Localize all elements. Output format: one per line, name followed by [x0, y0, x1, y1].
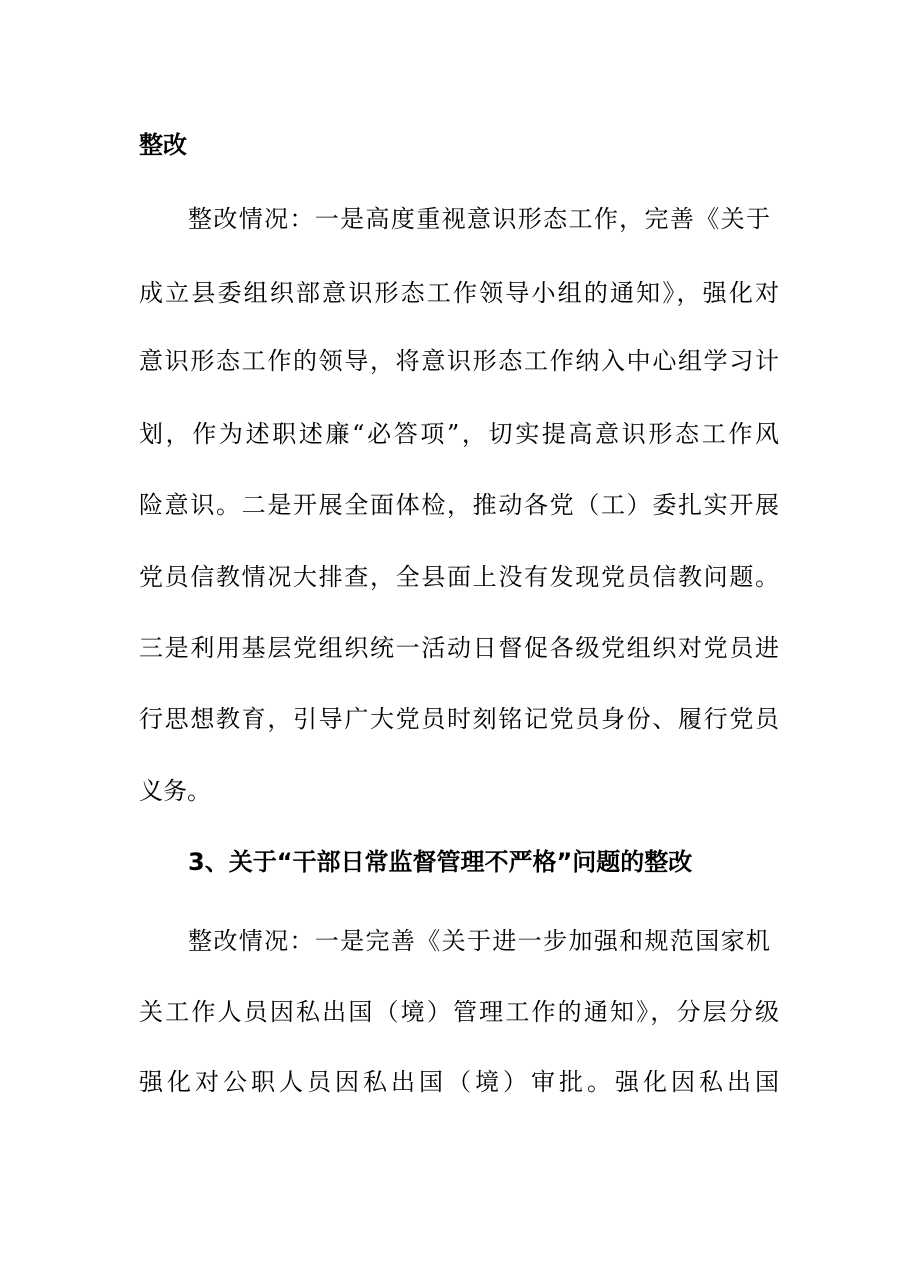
paragraph-line: 整改情况：一是高度重视意识形态工作，完善《关于 [188, 205, 770, 233]
paragraph-line: 意识形态工作的领导，将意识形态工作纳入中心组学习计 [139, 347, 779, 375]
paragraph-line: 强化对公职人员因私出国（境）审批。强化因私出国 [139, 1068, 779, 1096]
section-tail-heading: 整改 [139, 131, 187, 159]
paragraph-line: 关工作人员因私出国（境）管理工作的通知》，分层分级 [139, 998, 779, 1026]
paragraph-line: 党员信教情况大排查，全县面上没有发现党员信教问题。 [139, 563, 779, 591]
paragraph-line: 三是利用基层党组织统一活动日督促各级党组织对党员进 [139, 634, 779, 662]
paragraph-line: 行思想教育，引导广大党员时刻铭记党员身份、履行党员 [139, 705, 779, 733]
paragraph-line: 成立县委组织部意识形态工作领导小组的通知》，强化对 [139, 279, 779, 307]
paragraph-line: 整改情况：一是完善《关于进一步加强和规范国家机 [188, 927, 770, 955]
paragraph-line: 划，作为述职述廉“必答项”，切实提高意识形态工作风 [139, 420, 779, 448]
paragraph-line: 义务。 [139, 777, 211, 805]
section-3-heading: 3、关于“干部日常监督管理不严格”问题的整改 [188, 848, 693, 876]
paragraph-line: 险意识。二是开展全面体检，推动各党（工）委扎实开展 [139, 491, 779, 519]
